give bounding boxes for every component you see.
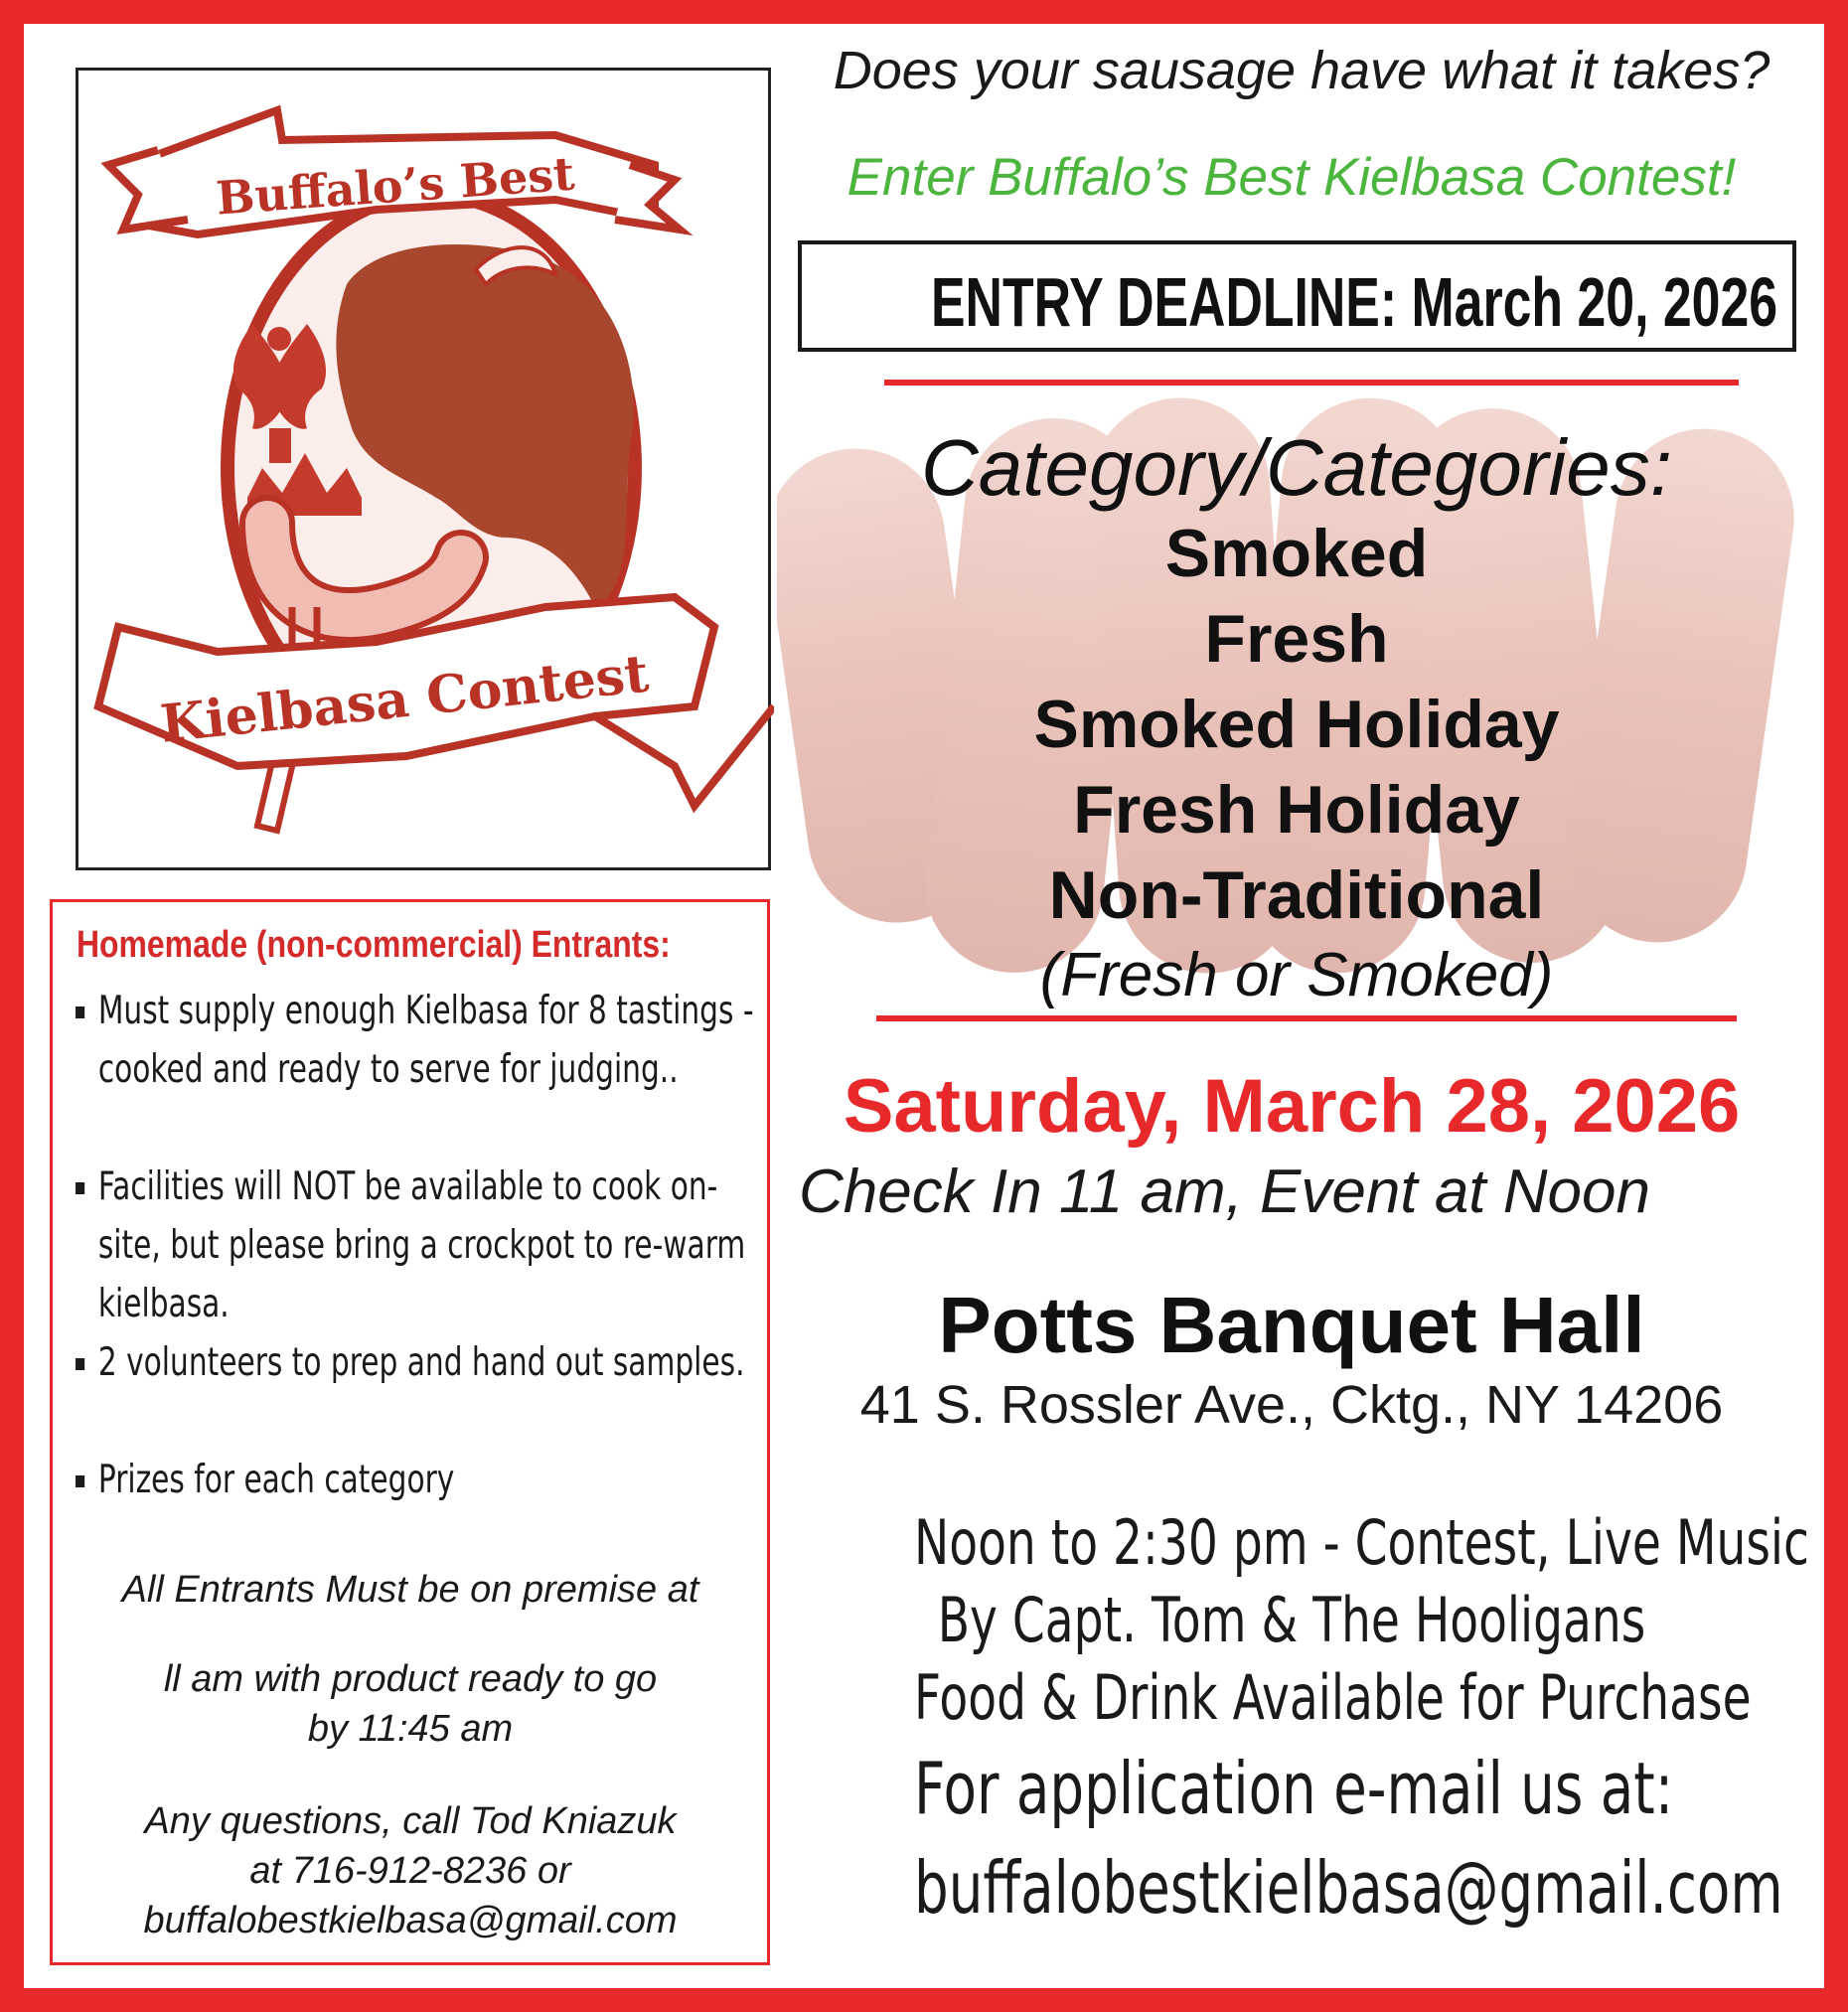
entrant-rules-box: [50, 899, 770, 1965]
entry-deadline-box: [798, 240, 1796, 352]
bison-kielbasa-emblem-icon: [78, 71, 774, 873]
category-smoked: Smoked: [1164, 516, 1429, 591]
category-note: (Fresh or Smoked): [1039, 941, 1554, 1009]
event-date: Saturday, March 28, 2026: [843, 1064, 1741, 1149]
logo-bottom-banner-text: Kielbasa Contest: [157, 643, 652, 755]
ready-note-1: ll am with product ready to go: [163, 1658, 658, 1700]
category-smoked-holiday: Smoked Holiday: [1033, 687, 1560, 762]
questions-note-1: Any questions, call Tod Kniazuk: [144, 1800, 677, 1842]
rule-item: Must supply enough Kielbasa for 8 tastings - cooked and ready to serve for judging..: [73, 982, 763, 1158]
event-checkin: Check In 11 am, Event at Noon: [799, 1158, 1650, 1226]
category-fresh-holiday: Fresh Holiday: [1073, 772, 1520, 848]
event-venue: Potts Banquet Hall: [938, 1281, 1645, 1369]
divider-top: [884, 380, 1739, 386]
category-fresh: Fresh: [1204, 601, 1389, 677]
schedule-line-2: By Capt. Tom & The Hooligans: [937, 1584, 1646, 1656]
event-address: 41 S. Rossler Ave., Cktg., NY 14206: [859, 1375, 1724, 1435]
application-prompt: For application e-mail us at:: [914, 1747, 1674, 1830]
rule-item: 2 volunteers to prep and hand out samples.: [73, 1333, 763, 1451]
schedule-line-1: Noon to 2:30 pm - Contest, Live Music: [914, 1506, 1809, 1579]
contact-email[interactable]: buffalobestkielbasa@gmail.com: [914, 1846, 1783, 1930]
headline-enter: Enter Buffalo’s Best Kielbasa Contest!: [847, 148, 1737, 207]
headline-question: Does your sausage have what it takes?: [833, 41, 1771, 100]
ready-note-2: by 11:45 am: [307, 1708, 514, 1750]
rule-item: Prizes for each category: [73, 1451, 763, 1509]
categories-title: Category/Categories:: [921, 423, 1672, 512]
entry-deadline: ENTRY DEADLINE: March 20, 2026: [931, 263, 1778, 341]
rule-item: Facilities will NOT be available to cook on-site, but please bring a crockpot to re-warm kielbasa.: [73, 1158, 763, 1333]
contest-logo: [76, 68, 771, 870]
questions-email[interactable]: buffalobestkielbasa@gmail.com: [143, 1900, 678, 1941]
rules-list: [73, 982, 758, 1509]
questions-note-2: at 716-912-8236 or: [249, 1850, 571, 1892]
premise-note: All Entrants Must be on premise at: [121, 1569, 699, 1611]
divider-bottom: [876, 1015, 1737, 1021]
category-non-traditional: Non-Traditional: [1048, 857, 1545, 933]
rules-heading: Homemade (non-commercial) Entrants:: [77, 924, 671, 966]
schedule-line-3: Food & Drink Available for Purchase: [914, 1661, 1752, 1734]
logo-top-banner-text: Buffalo’s Best: [214, 146, 576, 226]
